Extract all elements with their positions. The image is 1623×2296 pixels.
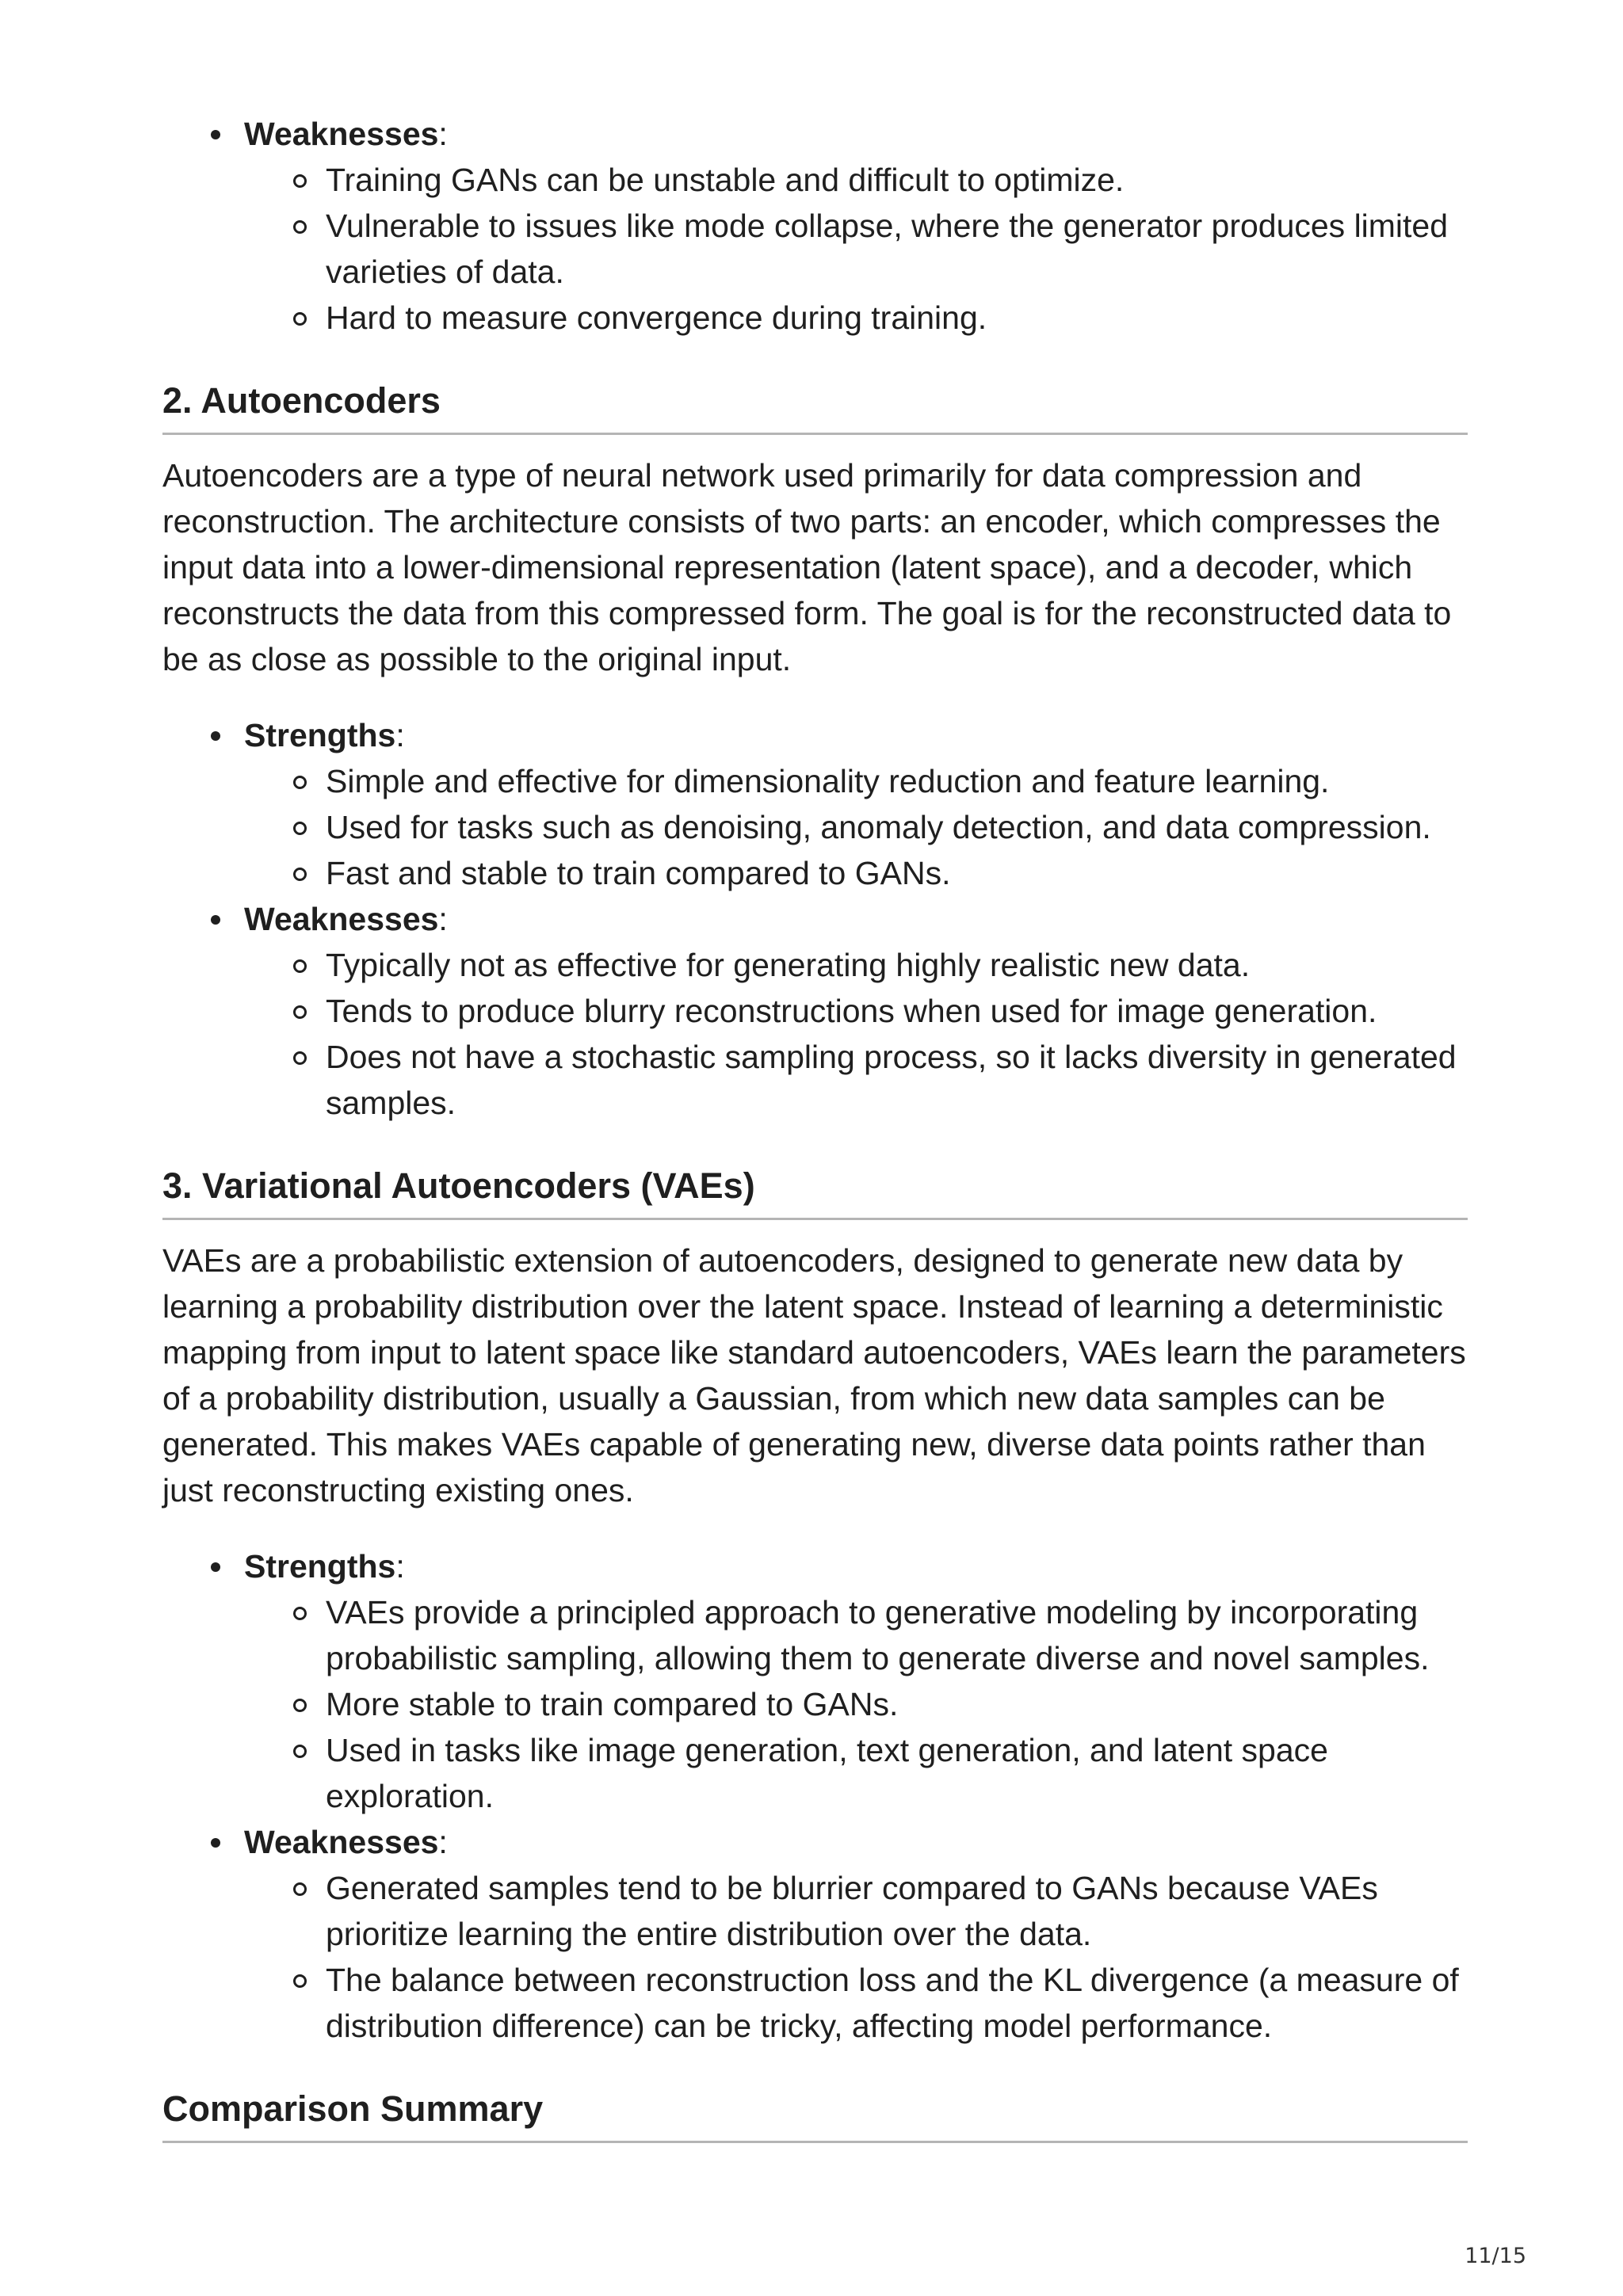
list-item: The balance between reconstruction loss and the KL divergence (a measure of distribution difference) can be tricky, affecting model performance. — [326, 1957, 1468, 2049]
list-item: Does not have a stochastic sampling process, so it lacks diversity in generated samples. — [326, 1034, 1468, 1126]
list-item: Tends to produce blurry reconstructions when used for image generation. — [326, 988, 1468, 1034]
list-item: Weaknesses: Typically not as effective for generating highly realistic new data. Tends to produce blurry reconstructions when used for image generation. Does not have a stochastic sampling process, so it lacks diversity in generated samples. — [244, 896, 1468, 1126]
list-item: Hard to measure convergence during training. — [326, 295, 1468, 341]
list-item: Used in tasks like image generation, text generation, and latent space exploration. — [326, 1727, 1468, 1819]
list-item: Strengths: VAEs provide a principled approach to generative modeling by incorporating probabilistic sampling, allowing them to generate diverse and novel samples. More stable to train compared to GANs. Used in tasks like image generation, text generation, and latent space exploration. — [244, 1543, 1468, 1819]
autoencoders-list — [162, 712, 1468, 1126]
page-number: 11/15 — [1465, 2244, 1526, 2268]
list-item: Used for tasks such as denoising, anomaly detection, and data compression. — [326, 804, 1468, 850]
vaes-paragraph: VAEs are a probabilistic extension of autoencoders, designed to generate new data by learning a probability distribution over the latent space. Instead of learning a deterministic mapping from input to latent space like standard autoencoders, VAEs learn the parameters of a probability distribution, usually a Gaussian, from which new data samples can be generated. This makes VAEs capable of generating new, diverse data points rather than just reconstructing existing ones. — [162, 1242, 1466, 1508]
section-heading-vaes: 3. Variational Autoencoders (VAEs) — [162, 1164, 1468, 1220]
list-item: Weaknesses: Generated samples tend to be blurrier compared to GANs because VAEs prioritize learning the entire distribution over the data. The balance between reconstruction loss and the KL divergence (a measure of distribution difference) can be tricky, affecting model performance. — [244, 1819, 1468, 2049]
weaknesses-label: Weaknesses — [244, 1824, 439, 1860]
weaknesses-label: Weaknesses — [244, 901, 439, 937]
list-item: Fast and stable to train compared to GANs. — [326, 850, 1468, 896]
weaknesses-label: Weaknesses — [244, 116, 439, 152]
list-item: Weaknesses: Training GANs can be unstable and difficult to optimize. Vulnerable to issues like mode collapse, where the generator produces limited varieties of data. Hard to measure convergence during training. — [244, 111, 1468, 341]
list-item: Typically not as effective for generating highly realistic new data. — [326, 942, 1468, 988]
list-item: Generated samples tend to be blurrier compared to GANs because VAEs prioritize learning the entire distribution over the data. — [326, 1865, 1468, 1957]
list-item: VAEs provide a principled approach to generative modeling by incorporating probabilistic sampling, allowing them to generate diverse and novel samples. — [326, 1589, 1468, 1681]
strengths-label: Strengths — [244, 717, 396, 753]
document-page — [162, 111, 1468, 2143]
section-heading-autoencoders: 2. Autoencoders — [162, 379, 1468, 435]
list-item: Vulnerable to issues like mode collapse, where the generator produces limited varieties of data. — [326, 203, 1468, 295]
strengths-label: Strengths — [244, 1548, 396, 1585]
gan-weaknesses-list — [162, 111, 1468, 341]
autoencoders-paragraph: Autoencoders are a type of neural network used primarily for data compression and reconstruction. The architecture consists of two parts: an encoder, which compresses the input data into a lower-dimensional representation (latent space), and a decoder, which reconstructs the data from this compressed form. The goal is for the reconstructed data to be as close as possible to the original input. — [162, 457, 1452, 677]
list-item: Training GANs can be unstable and difficult to optimize. — [326, 157, 1468, 203]
list-item: More stable to train compared to GANs. — [326, 1681, 1468, 1727]
vaes-list — [162, 1543, 1468, 2049]
section-heading-comparison: Comparison Summary — [162, 2087, 1468, 2143]
list-item: Simple and effective for dimensionality reduction and feature learning. — [326, 758, 1468, 804]
list-item: Strengths: Simple and effective for dimensionality reduction and feature learning. Used for tasks such as denoising, anomaly detection, and data compression. Fast and stable to train compared to GANs. — [244, 712, 1468, 896]
